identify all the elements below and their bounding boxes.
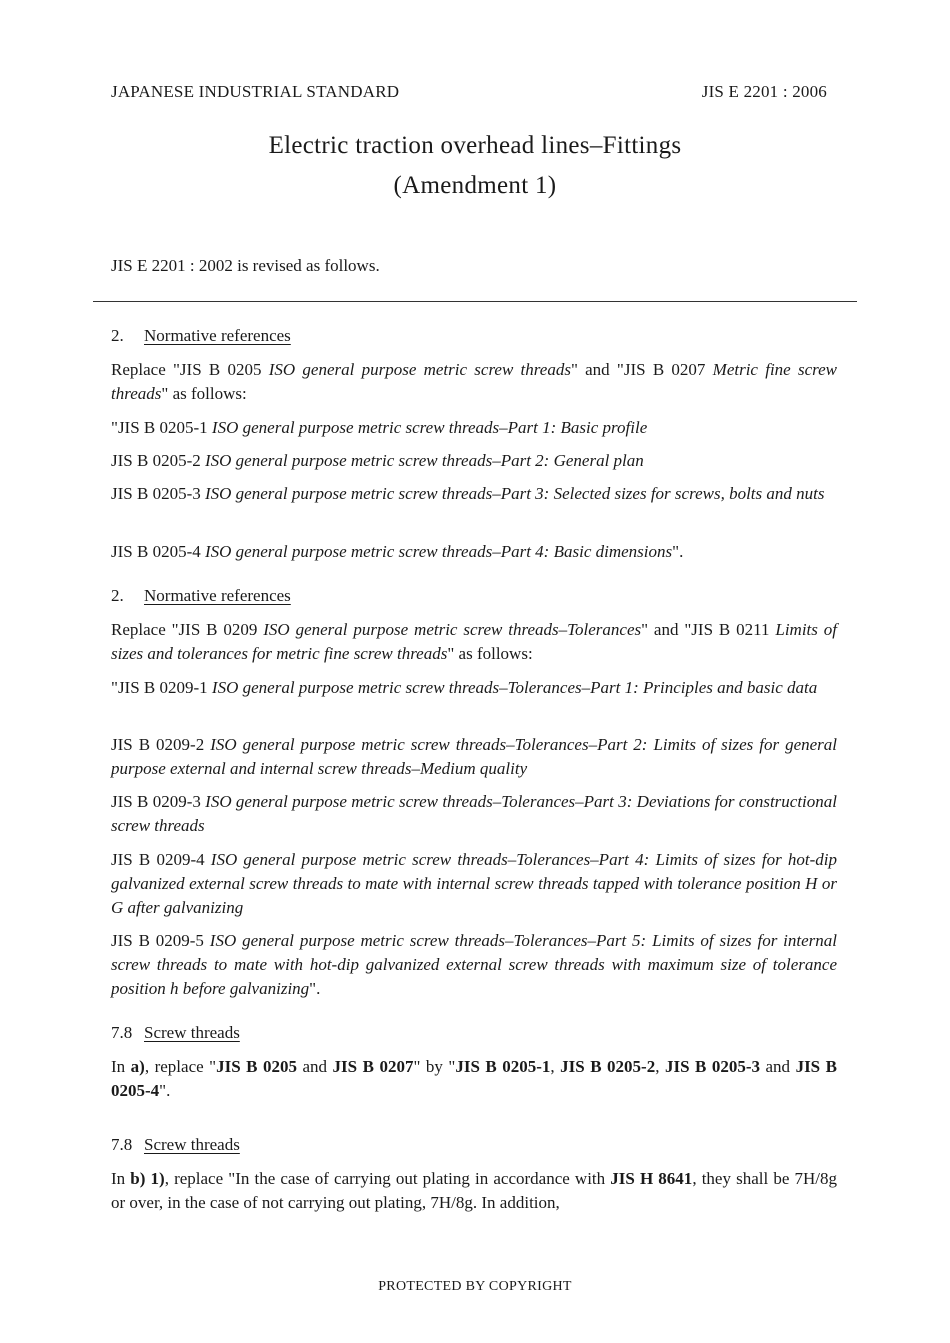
reference-item: JIS B 0205-4 ISO general purpose metric screw threads–Part 4: Basic dimensions". — [111, 542, 684, 561]
section-title: Normative references — [144, 326, 291, 345]
section-title: Screw threads — [144, 1135, 240, 1154]
header-standard-name: JAPANESE INDUSTRIAL STANDARD — [111, 82, 400, 101]
intro-ref: JIS E 2201 — [111, 256, 186, 275]
reference-item: "JIS B 0209-1 ISO general purpose metric screw threads–Tolerances–Part 1: Principles and basic data — [111, 678, 818, 697]
reference-item: JIS B 0205-2 ISO general purpose metric screw threads–Part 2: General plan — [111, 451, 644, 470]
header-standard-number: JIS E 2201 : 2006 — [701, 82, 827, 101]
intro-rest: : 2002 is revised as follows. — [185, 256, 380, 275]
document-subtitle: (Amendment 1) — [393, 172, 557, 199]
reference-item: JIS B 0209-4 ISO general purpose metric screw threads–Tolerances–Part 4: Limits of sizes for hot-dip galvanized external screw threads to mate with internal screw threads tapped with tolerance position H or G after galvanizing — [111, 850, 837, 917]
paragraph: Replace "JIS B 0209 ISO general purpose metric screw threads–Tolerances" and "JIS B 0211 Limits of sizes and tolerances for metric fine screw threads" as follows: — [111, 620, 837, 663]
divider-rule — [93, 301, 857, 302]
reference-item: "JIS B 0205-1 ISO general purpose metric screw threads–Part 1: Basic profile — [111, 418, 648, 437]
section-heading — [111, 1135, 240, 1155]
reference-item: JIS B 0209-3 ISO general purpose metric screw threads–Tolerances–Part 3: Deviations for constructional screw threads — [111, 792, 837, 835]
reference-item: JIS B 0205-3 ISO general purpose metric screw threads–Part 3: Selected sizes for screws, bolts and nuts — [111, 484, 825, 503]
section-heading — [111, 1023, 240, 1043]
reference-item: JIS B 0209-2 ISO general purpose metric screw threads–Tolerances–Part 2: Limits of sizes for general purpose external and internal screw threads–Medium quality — [111, 735, 838, 778]
section-title: Normative references — [144, 586, 291, 605]
section-number: 2. — [111, 586, 124, 605]
reference-item: JIS B 0209-5 ISO general purpose metric screw threads–Tolerances–Part 5: Limits of sizes for internal screw threads to mate with hot-dip galvanized external screw threads with maximum size of tolerance position h before galvanizing". — [111, 931, 837, 998]
section-number: 2. — [111, 326, 124, 345]
paragraph: Replace "JIS B 0205 ISO general purpose metric screw threads" and "JIS B 0207 Metric fine screw threads" as follows: — [111, 360, 837, 403]
section-number: 7.8 — [111, 1023, 133, 1042]
section-heading — [111, 586, 291, 606]
paragraph: In b) 1), replace "In the case of carrying out plating in accordance with JIS H 8641, they shall be 7H/8g or over, in the case of not carrying out plating, 7H/8g. In addition, — [111, 1169, 837, 1212]
paragraph: In a), replace "JIS B 0205 and JIS B 0207" by "JIS B 0205-1, JIS B 0205-2, JIS B 0205-3 and JIS B 0205-4". — [111, 1057, 837, 1100]
intro-statement — [111, 256, 380, 276]
document-title: Electric traction overhead lines–Fittings — [268, 132, 682, 159]
section-heading — [111, 326, 291, 346]
section-number: 7.8 — [111, 1135, 133, 1154]
copyright-footer: PROTECTED BY COPYRIGHT — [378, 1279, 572, 1294]
section-title: Screw threads — [144, 1023, 240, 1042]
